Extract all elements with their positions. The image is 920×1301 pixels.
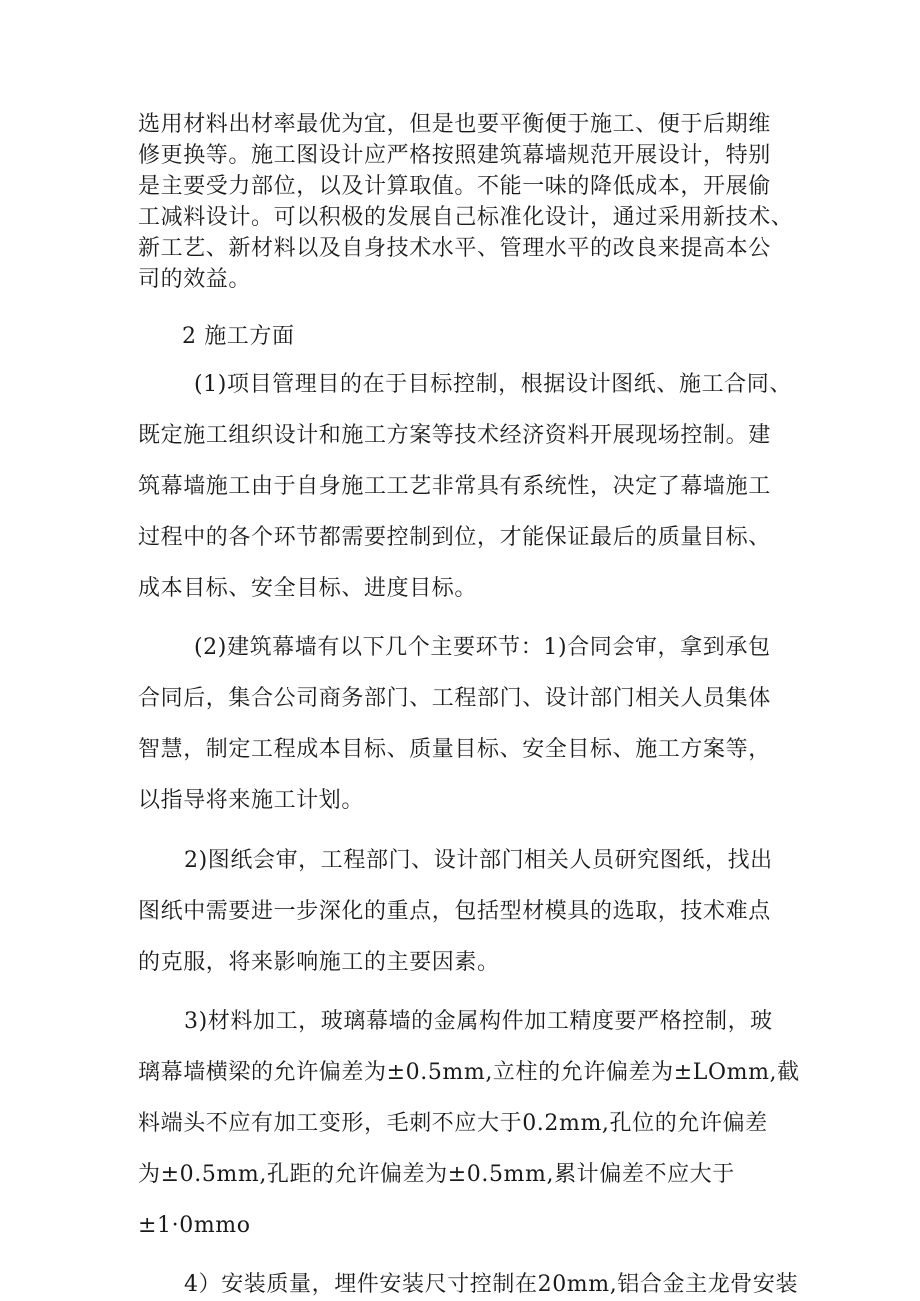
text-line: 工减料设计。可以积极的发展自己标准化设计，通过采用新技术、 (138, 205, 794, 230)
text-line: ±1·0mmo (138, 1213, 251, 1238)
text-line: 过程中的各个环节都需要控制到位，才能保证最后的质量目标、 (138, 525, 771, 550)
text-line: 智慧，制定工程成本目标、质量目标、安全目标、施工方案等， (138, 737, 771, 762)
text-line: 2)图纸会审，工程部门、设计部门相关人员研究图纸，找出 (184, 848, 773, 873)
section-heading: 2 施工方面 (182, 324, 295, 349)
text-line: 的克服，将来影响施工的主要因素。 (138, 950, 500, 975)
text-line: 既定施工组织设计和施工方案等技术经济资料开展现场控制。建 (138, 423, 771, 448)
text-line: 成本目标、安全目标、进度目标。 (138, 576, 478, 601)
text-line: 璃幕墙横梁的允许偏差为±0.5mm,立柱的允许偏差为±LOmm,截 (138, 1060, 800, 1085)
text-line: 料端头不应有加工变形，毛刺不应大于0.2mm,孔位的允许偏差 (138, 1111, 768, 1136)
text-line: 新工艺、新材料以及自身技术水平、管理水平的改良来提高本公 (138, 236, 771, 261)
text-line: 是主要受力部位，以及计算取值。不能一味的降低成本，开展偷 (138, 174, 771, 199)
text-line: 合同后，集合公司商务部门、工程部门、设计部门相关人员集体 (138, 686, 771, 711)
text-line: 3)材料加工，玻璃幕墙的金属构件加工精度要严格控制，玻 (184, 1009, 773, 1034)
text-line: 选用材料出材率最优为宜，但是也要平衡便于施工、便于后期维 (138, 112, 771, 137)
text-line: 以指导将来施工计划。 (138, 788, 365, 813)
text-line: 为±0.5mm,孔距的允许偏差为±0.5mm,累计偏差不应大于 (138, 1162, 735, 1187)
text-line: 图纸中需要进一步深化的重点，包括型材模具的选取，技术难点 (138, 899, 771, 924)
text-line: 筑幕墙施工由于自身施工工艺非常具有系统性，决定了幕墙施工 (138, 474, 771, 499)
text-line: 修更换等。施工图设计应严格按照建筑幕墙规范开展设计，特别 (138, 143, 771, 168)
text-line: (2)建筑幕墙有以下几个主要环节：1)合同会审，拿到承包 (194, 635, 771, 660)
text-line: (1)项目管理目的在于目标控制，根据设计图纸、施工合同、 (194, 372, 792, 397)
text-line: 司的效益。 (138, 267, 252, 292)
text-line: 4）安装质量，埋件安装尺寸控制在20mm,铝合金主龙骨安装 (184, 1272, 799, 1297)
